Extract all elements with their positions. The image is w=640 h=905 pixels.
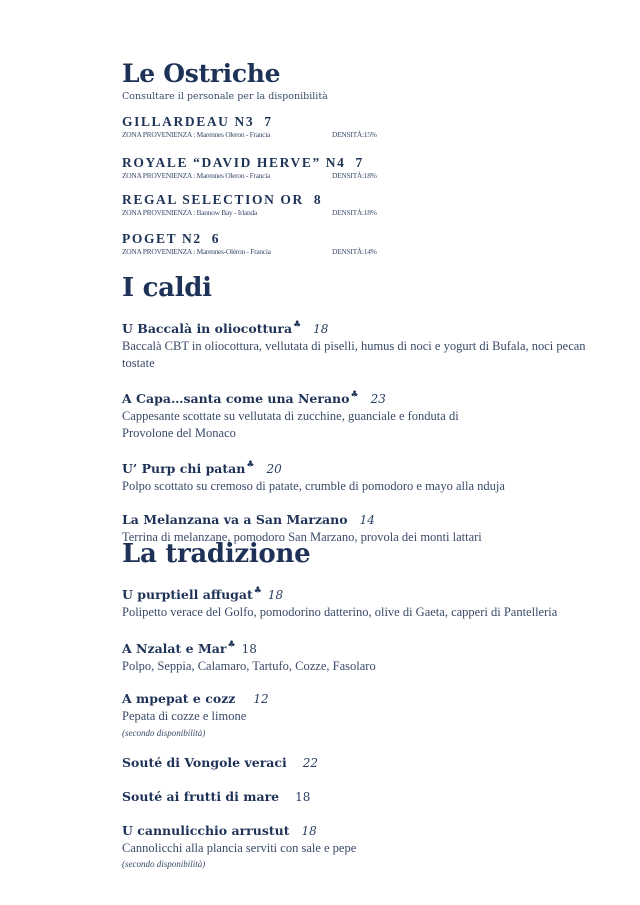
dish-name: La Melanzana va a San Marzano: [122, 511, 348, 527]
dish-name: A Nzalat e Mar: [122, 640, 227, 656]
dish-item: [122, 582, 592, 621]
section-title-tradizione: La tradizione: [122, 539, 311, 569]
section-ostriche: [122, 58, 592, 258]
availability-note: (secondo disponibilità): [122, 727, 206, 738]
dish-item: [122, 316, 592, 371]
oyster-zona: ZONA PROVENIENZA : Marennes Oleron - Francia: [122, 130, 271, 139]
dish-item: [122, 821, 592, 870]
dish-description: Polpo scottato su cremoso di patate, crumble di pomodoro e mayo alla nduja: [122, 479, 505, 493]
dish-price: 20: [266, 462, 282, 476]
oyster-name: ROYALE “DAVID HERVE” N4: [122, 155, 346, 170]
dish-price: 22: [302, 755, 319, 770]
dish-name: Souté ai frutti di mare: [122, 788, 280, 804]
dish-item: [122, 456, 592, 495]
dish-name: A mpepat e cozz: [122, 691, 236, 706]
dish-name: U’ Purp chi patan: [122, 461, 246, 476]
dish-price: 12: [253, 692, 269, 706]
oyster-name: GILLARDEAU N3: [122, 114, 255, 129]
dish-description: Cannolicchi alla plancia serviti con sale e pepe: [122, 840, 357, 855]
oyster-price: 7: [264, 114, 273, 129]
dish-description: Baccalà CBT in oliocottura, vellutata di piselli, humus di noci e yogurt di Bufala, noci pecan tostate: [122, 339, 586, 370]
dish-name: U purptiell affugat: [122, 587, 253, 602]
dish-description: Cappesante scottate su vellutata di zucchine, guanciale e fonduta di Provolone del Monaco: [122, 409, 459, 440]
dish-price: 18: [301, 823, 317, 838]
oyster-price: 8: [313, 192, 323, 207]
leaf-icon: ♣: [246, 460, 255, 470]
dish-price: 18: [241, 641, 257, 656]
section-caldi: [122, 272, 592, 545]
leaf-icon: ♣: [350, 390, 359, 400]
section-tradizione: [122, 538, 592, 869]
section-title-caldi: I caldi: [122, 273, 212, 303]
dish-item: [122, 636, 592, 675]
oyster-name: POGET N2: [122, 231, 202, 246]
leaf-icon: ♣: [253, 586, 262, 596]
dish-name: U cannulicchio arrustut: [122, 822, 290, 838]
dish-description: Terrina di melanzane, pomodoro San Marzano, provola dei monti lattari: [122, 529, 482, 544]
dish-item: [122, 753, 592, 772]
leaf-icon: ♣: [227, 639, 236, 650]
section-title-ostriche: Le Ostriche: [122, 59, 281, 88]
oyster-item: [122, 192, 592, 219]
oyster-densita: DENSITÀ:18%: [332, 208, 377, 217]
oyster-densita: DENSITÀ:14%: [332, 247, 377, 256]
oyster-item: [122, 231, 592, 258]
dish-description: Polipetto verace del Golfo, pomodorino datterino, olive di Gaeta, capperi di Pantelleria: [122, 605, 558, 619]
oyster-zona: ZONA PROVENIENZA : Marennes-Oléron - Francia: [122, 247, 271, 256]
oyster-zona: ZONA PROVENIENZA : Bannow Bay - Irlanda: [122, 208, 257, 217]
dish-price: 14: [359, 512, 375, 527]
dish-price: 18: [267, 588, 284, 602]
oyster-price: 7: [355, 155, 364, 170]
dish-name: A Capa…santa come una Nerano: [122, 391, 350, 406]
oyster-densita: DENSITÀ:15%: [332, 130, 377, 139]
dish-description: Polpo, Seppia, Calamaro, Tartufo, Cozze, Fasolaro: [122, 658, 376, 673]
dish-item: [122, 386, 592, 441]
leaf-icon: ♣: [293, 320, 302, 330]
dish-price: 18: [313, 322, 329, 336]
ostriche-subtitle: Consultare il personale per la disponibilità: [122, 91, 328, 102]
oyster-zona: ZONA PROVENIENZA : Marennes Oleron - Francia: [122, 171, 271, 180]
oyster-densita: DENSITÀ:18%: [332, 171, 377, 180]
dish-description: Pepata di cozze e limone: [122, 709, 247, 723]
dish-name: Souté di Vongole veraci: [122, 754, 287, 770]
availability-note: (secondo disponibilità): [122, 859, 206, 869]
dish-price: 18: [295, 789, 311, 804]
oyster-item: [122, 114, 592, 141]
dish-item: [122, 689, 592, 738]
oyster-item: [122, 155, 592, 182]
dish-item: [122, 787, 592, 806]
dish-name: U Baccalà in oliocottura: [122, 321, 293, 336]
oyster-name: REGAL SELECTION OR: [122, 192, 304, 207]
oyster-price: 6: [211, 231, 221, 246]
dish-price: 23: [370, 392, 386, 406]
